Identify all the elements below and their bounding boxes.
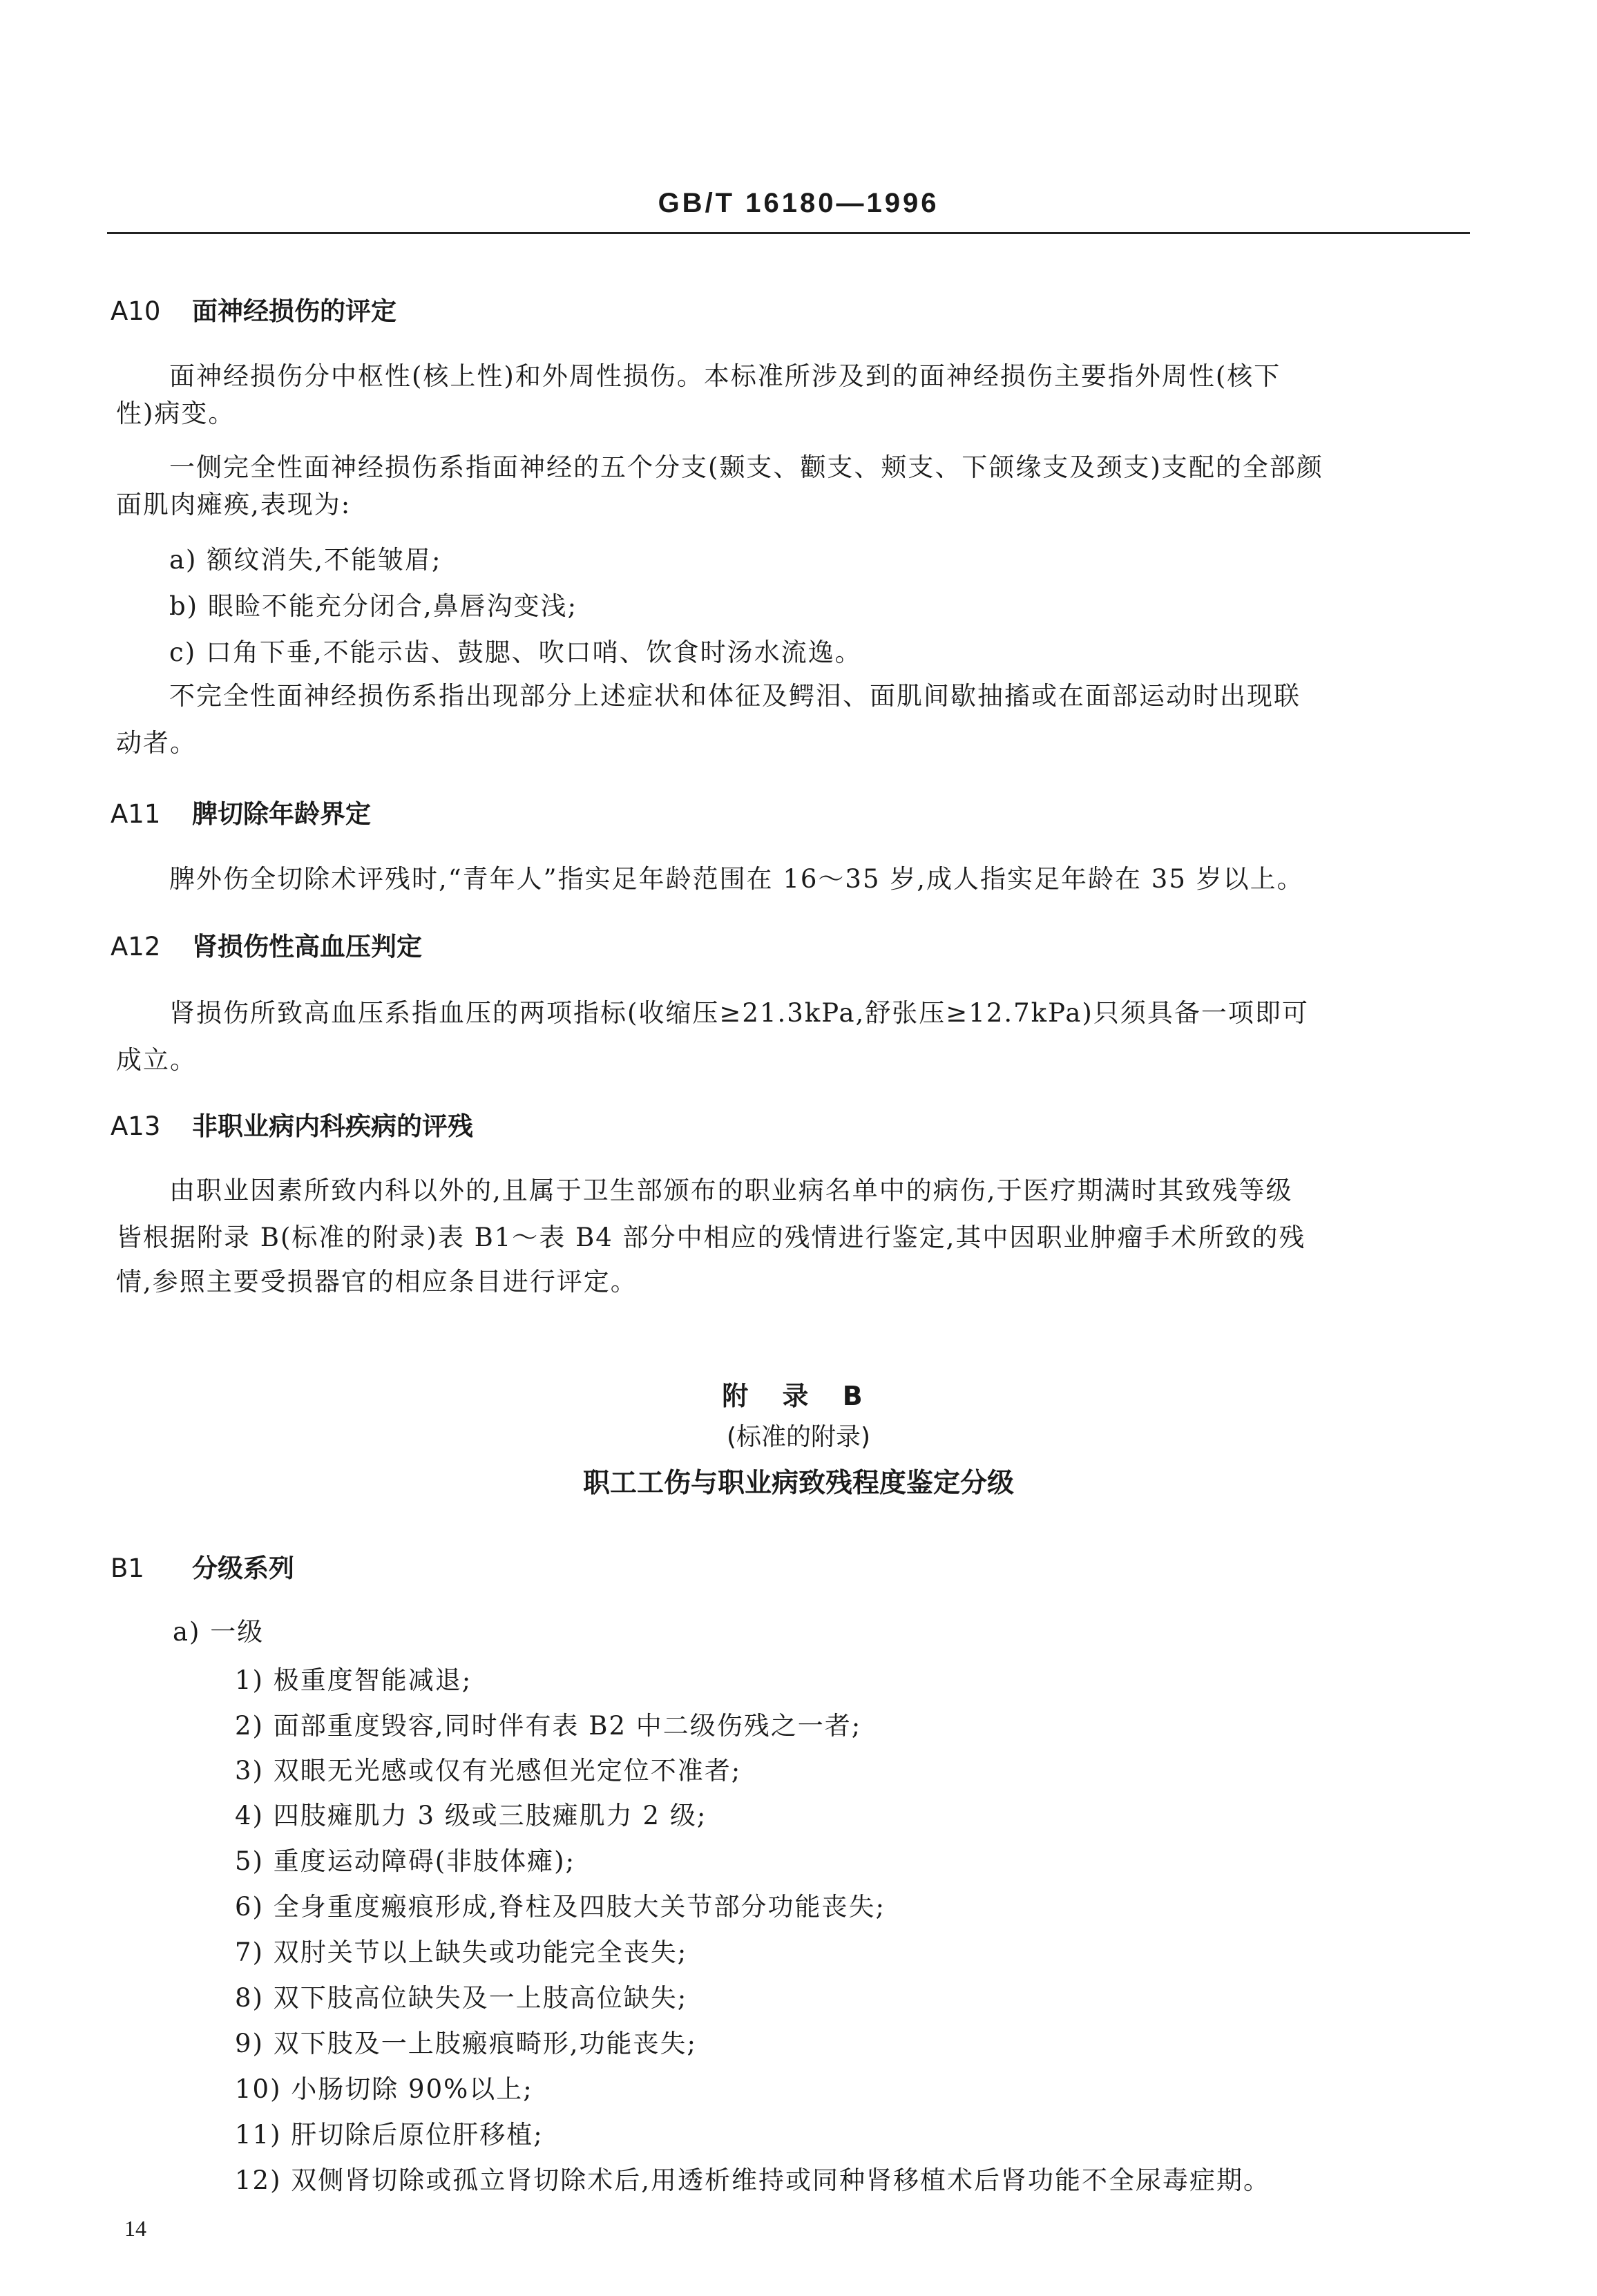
section-title: 肾损伤性高血压判定: [192, 932, 422, 962]
list-item: 6) 全身重度瘢痕形成,脊柱及四肢大关节部分功能丧失;: [235, 1892, 886, 1922]
paragraph-line: 面神经损伤分中枢性(核上性)和外周性损伤。本标准所涉及到的面神经损伤主要指外周性(核下: [169, 361, 1281, 391]
section-title: 面神经损伤的评定: [192, 296, 396, 326]
list-item: 12) 双侧肾切除或孤立肾切除术后,用透析维持或同种肾移植术后肾功能不全尿毒症期。: [235, 2165, 1271, 2195]
header-rule: [107, 232, 1470, 234]
paragraph-line: 皆根据附录 B(标准的附录)表 B1～表 B4 部分中相应的残情进行鉴定,其中因职业肿瘤手术所致的残: [116, 1223, 1306, 1252]
list-item: b) 眼睑不能充分闭合,鼻唇沟变浅;: [169, 591, 578, 621]
list-item: 4) 四肢瘫肌力 3 级或三肢瘫肌力 2 级;: [235, 1801, 707, 1830]
appendix-name: 职工工伤与职业病致残程度鉴定分级: [582, 1468, 1014, 1499]
section-title: 非职业病内科疾病的评残: [192, 1111, 473, 1141]
list-item: 3) 双眼无光感或仅有光感但光定位不准者;: [235, 1756, 742, 1786]
list-item: 9) 双下肢及一上肢瘢痕畸形,功能丧失;: [235, 2029, 697, 2058]
section-heading-a10: [111, 290, 396, 327]
list-item: 5) 重度运动障碍(非肢体瘫);: [235, 1846, 576, 1876]
section-title: 分级系列: [192, 1553, 294, 1583]
list-item: 11) 肝切除后原位肝移植;: [235, 2120, 544, 2150]
section-number: A10: [111, 296, 161, 326]
section-heading-a11: [111, 793, 371, 830]
appendix-subtitle: (标准的附录): [726, 1423, 871, 1451]
section-heading-a12: [111, 926, 422, 963]
paragraph-line: 不完全性面神经损伤系指出现部分上述症状和体征及鳄泪、面肌间歇抽搐或在面部运动时出现联: [169, 681, 1301, 711]
section-number: A13: [111, 1111, 161, 1141]
section-number: B1: [111, 1553, 144, 1583]
list-item: 10) 小肠切除 90%以上;: [235, 2074, 533, 2104]
paragraph-line: 脾外伤全切除术评残时,“青年人”指实足年龄范围在 16～35 岁,成人指实足年龄在 35 岁以上。: [169, 864, 1304, 894]
list-item: 1) 极重度智能减退;: [235, 1665, 472, 1695]
list-item: 8) 双下肢高位缺失及一上肢高位缺失;: [235, 1983, 688, 2013]
paragraph-line: 情,参照主要受损器官的相应条目进行评定。: [116, 1267, 638, 1297]
list-item: c) 口角下垂,不能示齿、鼓腮、吹口哨、饮食时汤水流逸。: [169, 638, 862, 667]
section-title: 脾切除年龄界定: [192, 799, 371, 829]
list-item: 7) 双肘关节以上缺失或功能完全丧失;: [235, 1938, 688, 1967]
list-item: a) 额纹消失,不能皱眉;: [169, 545, 442, 575]
list-item: 2) 面部重度毁容,同时伴有表 B2 中二级伤残之一者;: [235, 1711, 862, 1741]
paragraph-line: 动者。: [116, 728, 197, 758]
section-number: A12: [111, 932, 161, 962]
paragraph-line: 由职业因素所致内科以外的,且属于卫生部颁布的职业病名单中的病伤,于医疗期满时其致残等级: [169, 1176, 1293, 1205]
paragraph-line: 性)病变。: [116, 399, 236, 428]
page-header: GB/T 16180—1996: [658, 188, 939, 218]
appendix-title: 附 录 B: [722, 1381, 875, 1411]
section-heading-a13: [111, 1105, 473, 1142]
paragraph-line: 肾损伤所致高血压系指血压的两项指标(收缩压≥21.3kPa,舒张压≥12.7kPa)只须具备一项即可: [169, 998, 1309, 1028]
section-number: A11: [111, 799, 161, 829]
page-number: 14: [124, 2216, 146, 2241]
paragraph-line: 成立。: [116, 1045, 197, 1075]
level-label: a) 一级: [173, 1617, 265, 1647]
section-heading-b1: [111, 1547, 294, 1585]
paragraph-line: 面肌肉瘫痪,表现为:: [116, 490, 352, 519]
paragraph-line: 一侧完全性面神经损伤系指面神经的五个分支(颞支、颧支、颊支、下颌缘支及颈支)支配的全部颜: [169, 452, 1323, 482]
